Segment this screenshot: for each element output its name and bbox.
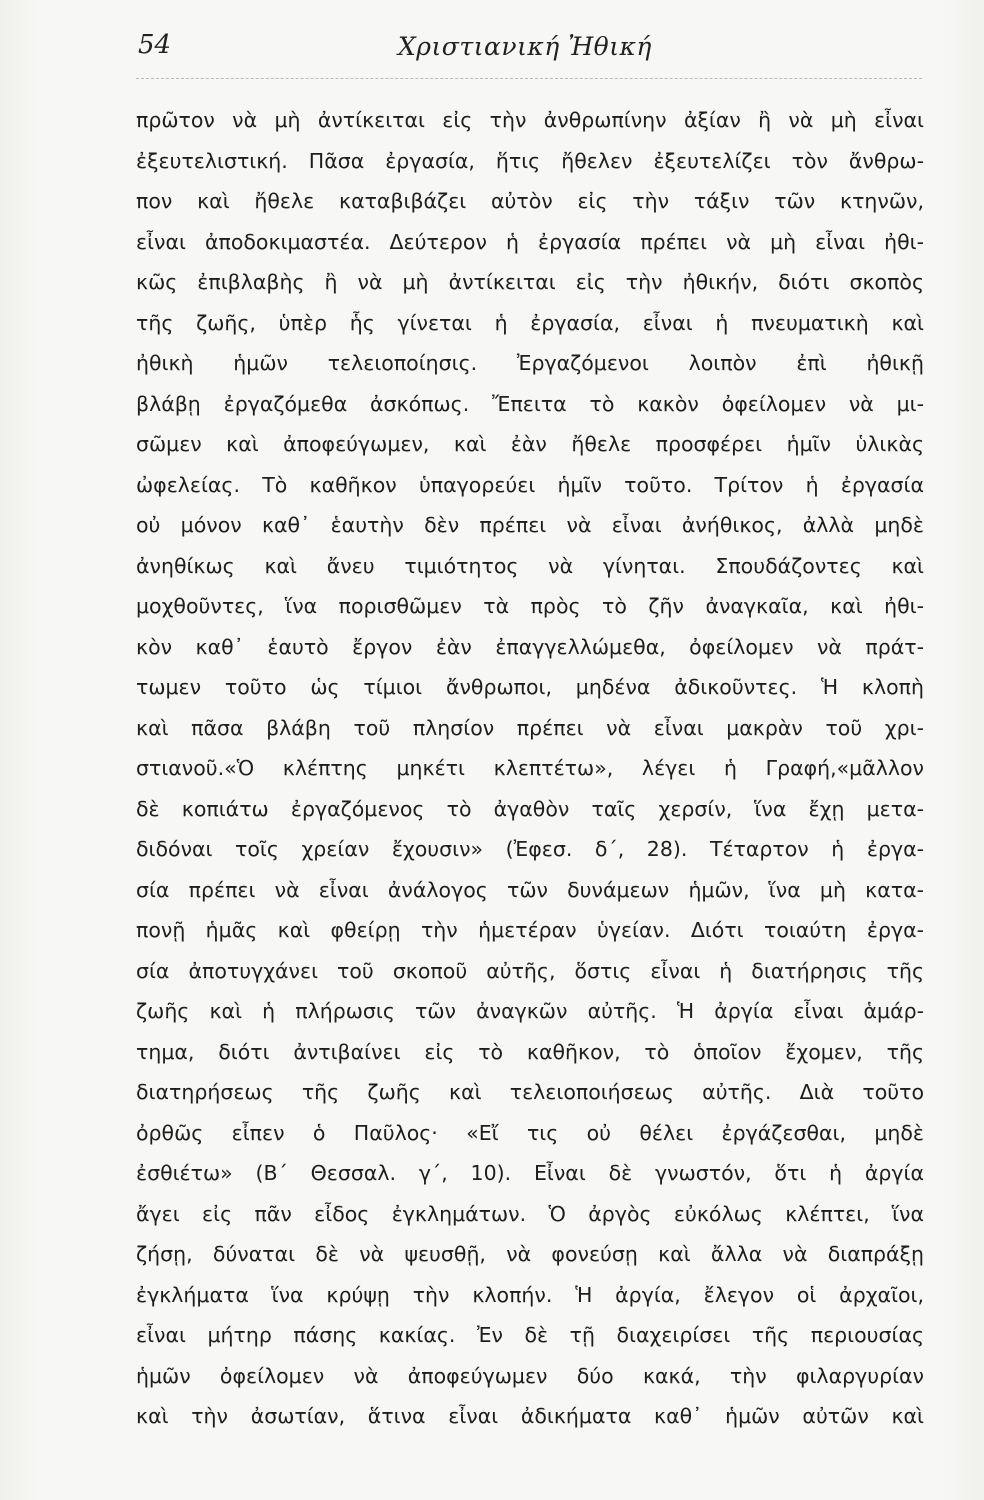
text-line: ἠθικὴ ἡμῶν τελειοποίησις. Ἐργαζόμενοι λοιπὸν ἐπὶ ἠθικῇ: [136, 351, 924, 375]
text-line: κῶς ἐπιβλαβὴς ἢ νὰ μὴ ἀντίκειται εἰς τὴν ἠθικήν, διότι σκοπὸς: [136, 270, 924, 294]
text-line: οὐ μόνον καθ᾽ ἑαυτὴν δὲν πρέπει νὰ εἶναι ἀνήθικος, ἀλλὰ μηδὲ: [136, 513, 924, 537]
text-line: σία ἀποτυγχάνει τοῦ σκοποῦ αὐτῆς, ὅστις εἶναι ἡ διατήρησις τῆς: [136, 958, 924, 983]
text-line: καὶ τὴν ἀσωτίαν, ἅτινα εἶναι ἀδικήματα καθ᾽ ἡμῶν αὐτῶν καὶ: [136, 1404, 924, 1428]
text-line: εἶναι μήτηρ πάσης κακίας. Ἐν δὲ τῇ διαχειρίσει τῆς περιουσίας: [136, 1323, 924, 1347]
text-line: σία πρέπει νὰ εἶναι ἀνάλογος τῶν δυνάμεων ἡμῶν, ἵνα μὴ κατα-: [136, 877, 924, 902]
text-line: ὠφελείας. Τὸ καθῆκον ὑπαγορεύει ἡμῖν τοῦτο. Τρίτον ἡ ἐργασία: [136, 472, 924, 497]
page-number: 54: [138, 30, 172, 60]
text-line: ἡμῶν ὀφείλομεν νὰ ἀποφεύγωμεν δύο κακά, τὴν φιλαργυρίαν: [136, 1363, 924, 1388]
text-line: καὶ πᾶσα βλάβη τοῦ πλησίον πρέπει νὰ εἶναι μακρὰν τοῦ χρι-: [136, 715, 924, 740]
text-line: ζωῆς καὶ ἡ πλήρωσις τῶν ἀναγκῶν αὐτῆς. Ἡ ἀργία εἶναι ἁμάρ-: [136, 999, 924, 1023]
text-line: τῆς ζωῆς, ὑπὲρ ἧς γίνεται ἡ ἐργασία, εἶναι ἡ πνευματικὴ καὶ: [136, 310, 924, 335]
text-line: ἐγκλήματα ἵνα κρύψῃ τὴν κλοπήν. Ἡ ἀργία, ἔλεγον οἱ ἀρχαῖοι,: [136, 1282, 924, 1307]
text-line: ὀρθῶς εἶπεν ὁ Παῦλος· «Εἴ τις οὐ θέλει ἐργάζεσθαι, μηδὲ: [136, 1120, 924, 1145]
header-divider: [136, 78, 922, 79]
text-line: πρῶτον νὰ μὴ ἀντίκειται εἰς τὴν ἀνθρωπίνην ἀξίαν ἢ νὰ μὴ εἶναι: [136, 108, 924, 132]
text-line: τημα, διότι ἀντιβαίνει εἰς τὸ καθῆκον, τὸ ὁποῖον ἔχομεν, τῆς: [136, 1039, 924, 1064]
text-line: μοχθοῦντες, ἵνα πορισθῶμεν τὰ πρὸς τὸ ζῆν ἀναγκαῖα, καὶ ἠθι-: [136, 594, 924, 618]
text-line: ζήσῃ, δύναται δὲ νὰ ψευσθῇ, νὰ φονεύσῃ καὶ ἄλλα νὰ διαπράξῃ: [136, 1242, 924, 1266]
text-line: εἶναι ἀποδοκιμαστέα. Δεύτερον ἡ ἐργασία πρέπει νὰ μὴ εἶναι ἠθι-: [136, 229, 924, 254]
text-line: ἐξευτελιστική. Πᾶσα ἐργασία, ἥτις ἤθελεν ἐξευτελίζει τὸν ἄνθρω-: [136, 148, 924, 173]
text-line: δὲ κοπιάτω ἐργαζόμενος τὸ ἀγαθὸν ταῖς χερσίν, ἵνα ἔχῃ μετα-: [136, 796, 924, 821]
text-line: πονῇ ἡμᾶς καὶ φθείρῃ τὴν ἡμετέραν ὑγείαν. Διότι τοιαύτη ἐργα-: [136, 918, 924, 942]
text-line: βλάβῃ ἐργαζόμεθα ἀσκόπως. Ἔπειτα τὸ κακὸν ὀφείλομεν νὰ μι-: [136, 391, 924, 416]
page-header: [136, 30, 928, 78]
body-text: [136, 100, 924, 1437]
text-line: ἀνηθίκως καὶ ἄνευ τιμιότητος νὰ γίνηται. Σπουδάζοντες καὶ: [136, 553, 924, 578]
text-line: διατηρήσεως τῆς ζωῆς καὶ τελειοποιήσεως αὐτῆς. Διὰ τοῦτο: [136, 1080, 924, 1104]
text-line: σῶμεν καὶ ἀποφεύγωμεν, καὶ ἐὰν ἤθελε προσφέρει ἡμῖν ὑλικὰς: [136, 432, 924, 456]
text-line: κὸν καθ᾽ ἑαυτὸ ἔργον ἐὰν ἐπαγγελλώμεθα, ὀφείλομεν νὰ πράτ-: [136, 634, 924, 659]
text-line: ἄγει εἰς πᾶν εἶδος ἐγκλημάτων. Ὁ ἀργὸς εὐκόλως κλέπτει, ἵνα: [136, 1201, 924, 1226]
text-line: στιανοῦ.«Ὁ κλέπτης μηκέτι κλεπτέτω», λέγει ἡ Γραφή,«μᾶλλον: [136, 756, 924, 780]
text-line: τωμεν τοῦτο ὡς τίμιοι ἄνθρωποι, μηδένα ἀδικοῦντες. Ἡ κλοπὴ: [136, 675, 924, 699]
text-line: διδόναι τοῖς χρείαν ἔχουσιν» (Ἐφεσ. δ΄, 28). Τέταρτον ἡ ἐργα-: [136, 837, 924, 861]
text-line: ἐσθιέτω» (Β΄ Θεσσαλ. γ΄, 10). Εἶναι δὲ γνωστόν, ὅτι ἡ ἀργία: [136, 1161, 924, 1185]
running-title: Χριστιανική Ἠθική: [398, 32, 652, 61]
text-line: πον καὶ ἤθελε καταβιβάζει αὐτὸν εἰς τὴν τάξιν τῶν κτηνῶν,: [136, 189, 924, 213]
